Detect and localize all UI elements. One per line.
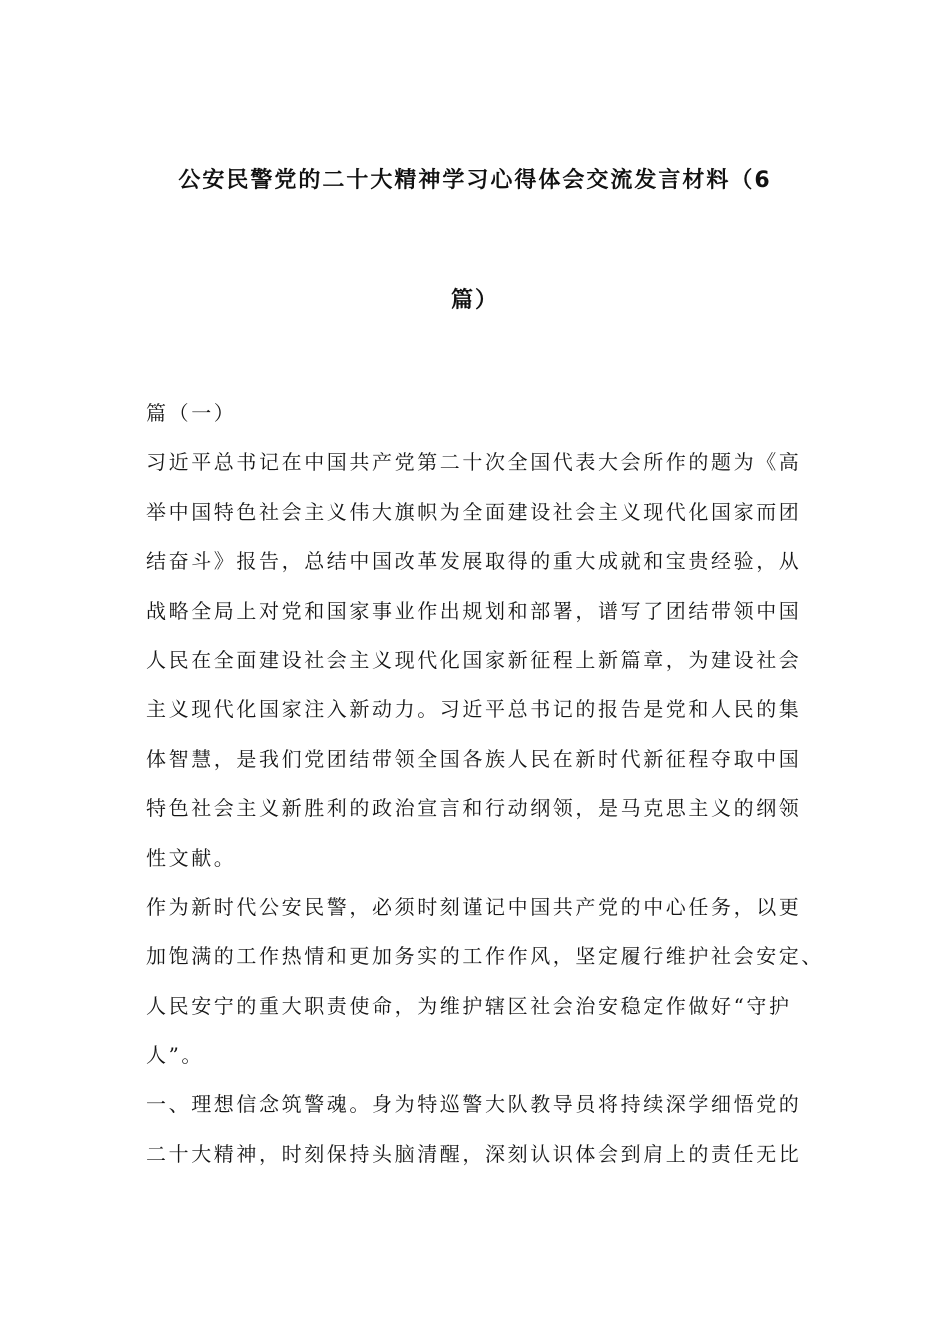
document-title-line-1: 公安民警党的二十大精神学习心得体会交流发言材料（6	[178, 168, 772, 193]
body-line: 特色社会主义新胜利的政治宣言和行动纲领，是马克思主义的纲领	[146, 796, 802, 821]
body-line: 习近平总书记在中国共产党第二十次全国代表大会所作的题为《高	[146, 450, 802, 475]
body-line: 结奋斗》报告，总结中国改革发展取得的重大成就和宝贵经验，从	[146, 549, 802, 574]
body-line: 战略全局上对党和国家事业作出规划和部署，谱写了团结带领中国	[146, 598, 802, 623]
body-line: 人”。	[146, 1043, 205, 1068]
body-line: 性文献。	[146, 845, 237, 870]
body-line: 一、理想信念筑警魂。身为特巡警大队教导员将持续深学细悟党的	[146, 1092, 802, 1117]
section-heading: 篇（一）	[146, 401, 237, 425]
document-body	[146, 398, 826, 1188]
body-line: 加饱满的工作热情和更加务实的工作作风，坚定履行维护社会安定、	[146, 944, 824, 969]
document-title-line-2: 篇）	[450, 288, 499, 313]
body-line: 作为新时代公安民警，必须时刻谨记中国共产党的中心任务，以更	[146, 894, 802, 919]
body-line: 二十大精神，时刻保持头脑清醒，深刻认识体会到肩上的责任无比	[146, 1141, 802, 1166]
body-line: 举中国特色社会主义伟大旗帜为全面建设社会主义现代化国家而团	[146, 499, 802, 524]
body-line: 人民在全面建设社会主义现代化国家新征程上新篇章，为建设社会	[146, 647, 802, 672]
body-line: 体智慧，是我们党团结带领全国各族人民在新时代新征程夺取中国	[146, 746, 802, 771]
body-line: 主义现代化国家注入新动力。习近平总书记的报告是党和人民的集	[146, 697, 802, 722]
body-line: 人民安宁的重大职责使命，为维护辖区社会治安稳定作做好“守护	[146, 993, 792, 1018]
